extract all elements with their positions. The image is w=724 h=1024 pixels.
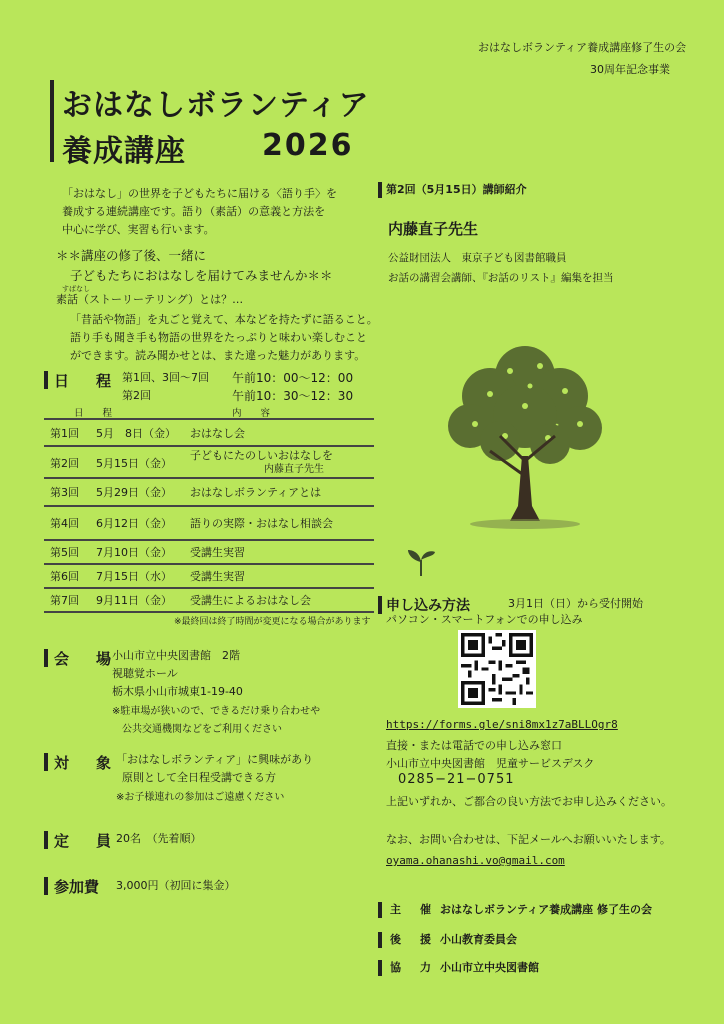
table-row — [44, 505, 374, 541]
session-date: 6月12日（金） — [96, 517, 172, 530]
credit-label: 主 催 — [390, 903, 435, 916]
credit-value: 小山教育委員会 — [440, 933, 517, 946]
desc-line: 「昔話や物語」を丸ごと覚えて、本などを持たずに語ること。 — [70, 313, 378, 326]
session-number: 第3回 — [50, 486, 79, 499]
fee-label: 参加費 — [54, 878, 100, 896]
session-number: 第2回 — [50, 457, 79, 470]
table-row — [44, 539, 374, 565]
page-title-line2: 養成講座 — [62, 134, 186, 169]
target-line2: 原則として全日程受講できる方 — [122, 771, 276, 784]
credit-label: 協 力 — [390, 961, 435, 974]
table-row — [44, 563, 374, 589]
session-date: 9月11日（金） — [96, 594, 172, 607]
schedule-bar — [44, 371, 48, 389]
credit-bar — [378, 902, 382, 918]
session-number: 第7回 — [50, 594, 79, 607]
session-number: 第4回 — [50, 517, 79, 530]
schedule-time: 午前10：30〜12：30 — [232, 389, 354, 403]
session-title: 受講生実習 — [190, 546, 245, 559]
target-bar — [44, 753, 48, 771]
venue-line2: 視聴覚ホール — [112, 667, 178, 680]
lecturer-name: 内藤直子先生 — [388, 220, 479, 238]
credit-bar — [378, 932, 382, 948]
page-title-line1: おはなしボランティア — [62, 88, 370, 123]
capacity-label: 定 員 — [54, 832, 118, 850]
intro-line: 中心に学び、実習も行います。 — [62, 223, 215, 236]
anniversary-line: 30周年記念事業 — [590, 63, 670, 76]
sprout-icon — [404, 544, 438, 578]
apply-bar — [378, 596, 382, 614]
schedule-time: 午前10：00〜12：00 — [232, 371, 354, 385]
venue-label: 会 場 — [54, 650, 118, 668]
lecturer-heading: 第2回（5月15日）講師紹介 — [386, 183, 527, 196]
session-date: 5月29日（金） — [96, 486, 172, 499]
credit-value: おはなしボランティア養成講座 修了生の会 — [440, 903, 652, 916]
intro-line: 「おはなし」の世界を子どもたちに届ける〈語り手〉を — [62, 187, 337, 200]
session-number: 第6回 — [50, 570, 79, 583]
apply-inquiry: なお、お問い合わせは、下記メールへお願いいたします。 — [386, 833, 671, 846]
venue-line1: 小山市立中央図書館 2階 — [112, 649, 240, 662]
title-bar — [50, 80, 54, 162]
schedule-header-date: 日 程 — [74, 408, 113, 419]
session-number: 第5回 — [50, 546, 79, 559]
target-label: 対 象 — [54, 754, 118, 772]
credit-value: 小山市立中央図書館 — [440, 961, 539, 974]
apply-direct: 直接・または電話での申し込み窓口 — [386, 739, 562, 752]
schedule-header-content: 内 容 — [232, 408, 271, 419]
fee-bar — [44, 877, 48, 895]
session-date: 5月15日（金） — [96, 457, 172, 470]
apply-desk: 小山市立中央図書館 児童サービスデスク — [386, 757, 595, 770]
venue-note: ※駐車場が狭いので、できるだけ乗り合わせや — [112, 706, 321, 717]
intro-line: 養成する連続講座です。語り（素話）の意義と方法を — [62, 205, 326, 218]
apply-url-link[interactable]: https://forms.gle/sni8mx1z7aBLLOgr8 — [386, 718, 618, 731]
page-title-year: 2026 — [262, 128, 354, 163]
organizer-line: おはなしボランティア養成講座修了生の会 — [478, 41, 687, 54]
capacity-bar — [44, 831, 48, 849]
apply-start: 3月1日（日）から受付開始 — [508, 597, 643, 610]
table-row — [44, 445, 374, 479]
session-title: 受講生実習 — [190, 570, 245, 583]
target-line1: 「おはなしボランティア」に興味があり — [116, 753, 314, 766]
table-row — [44, 587, 374, 613]
session-title: おはなしボランティアとは — [190, 486, 322, 499]
credit-label: 後 援 — [390, 933, 435, 946]
contact-email-link[interactable]: oyama.ohanashi.vo@gmail.com — [386, 854, 565, 867]
table-row — [44, 477, 374, 507]
appeal-line2: 子どもたちにおはなしを届けてみませんか＊＊ — [70, 268, 333, 283]
credit-bar — [378, 960, 382, 976]
lecturer-bar — [378, 182, 382, 198]
schedule-note: ※最終回は終了時間が変更になる場合があります — [174, 617, 371, 627]
session-lecturer: 内藤直子先生 — [264, 464, 324, 475]
apply-either: 上記いずれか、ご都合の良い方法でお申し込みください。 — [386, 795, 672, 808]
target-note: ※お子様連れの参加はご遠慮ください — [116, 792, 285, 803]
schedule-sessions: 第1回、3回〜7回 — [122, 371, 209, 384]
storytelling-question: 素話（ストーリーテリング）とは？… — [56, 293, 244, 306]
schedule-label: 日 程 — [54, 372, 118, 390]
lecturer-line2: お話の講習会講師、『お話のリスト』編集を担当 — [388, 272, 614, 284]
table-row — [44, 418, 374, 447]
schedule-sessions: 第2回 — [122, 389, 151, 402]
session-date: 5月 8日（金） — [96, 427, 176, 440]
ruby-text: すばなし — [62, 285, 90, 293]
apply-label: 申し込み方法 — [386, 598, 470, 614]
tree-illustration — [430, 336, 620, 536]
capacity-value: 20名 （先着順） — [116, 832, 202, 845]
desc-line: 語り手も聞き手も物語の世界をたっぷりと味わい楽しむこと — [70, 331, 367, 344]
apply-online: パソコン・スマートフォンでの申し込み — [386, 613, 583, 626]
schedule-table — [44, 420, 374, 613]
qr-code[interactable] — [458, 630, 536, 708]
desc-line: ができます。読み聞かせとは、また違った魅力があります。 — [70, 349, 366, 362]
session-title: おはなし会 — [190, 427, 245, 440]
session-number: 第1回 — [50, 427, 79, 440]
fee-value: 3,000円（初回に集金） — [116, 879, 236, 892]
lecturer-line1: 公益財団法人 東京子ども図書館職員 — [388, 252, 567, 264]
session-date: 7月10日（金） — [96, 546, 172, 559]
session-title: 語りの実際・おはなし相談会 — [190, 517, 333, 530]
session-title: 受講生によるおはなし会 — [190, 594, 311, 607]
venue-address: 栃木県小山市城東1-19-40 — [112, 685, 243, 698]
appeal-line1: ＊＊講座の修了後、一緒に — [56, 248, 207, 263]
session-title: 子どもにたのしいおはなしを — [190, 449, 333, 462]
session-date: 7月15日（水） — [96, 570, 172, 583]
apply-phone[interactable]: 0285−21−0751 — [398, 772, 515, 787]
venue-bar — [44, 649, 48, 667]
venue-note: 公共交通機関などをご利用ください — [122, 724, 282, 735]
